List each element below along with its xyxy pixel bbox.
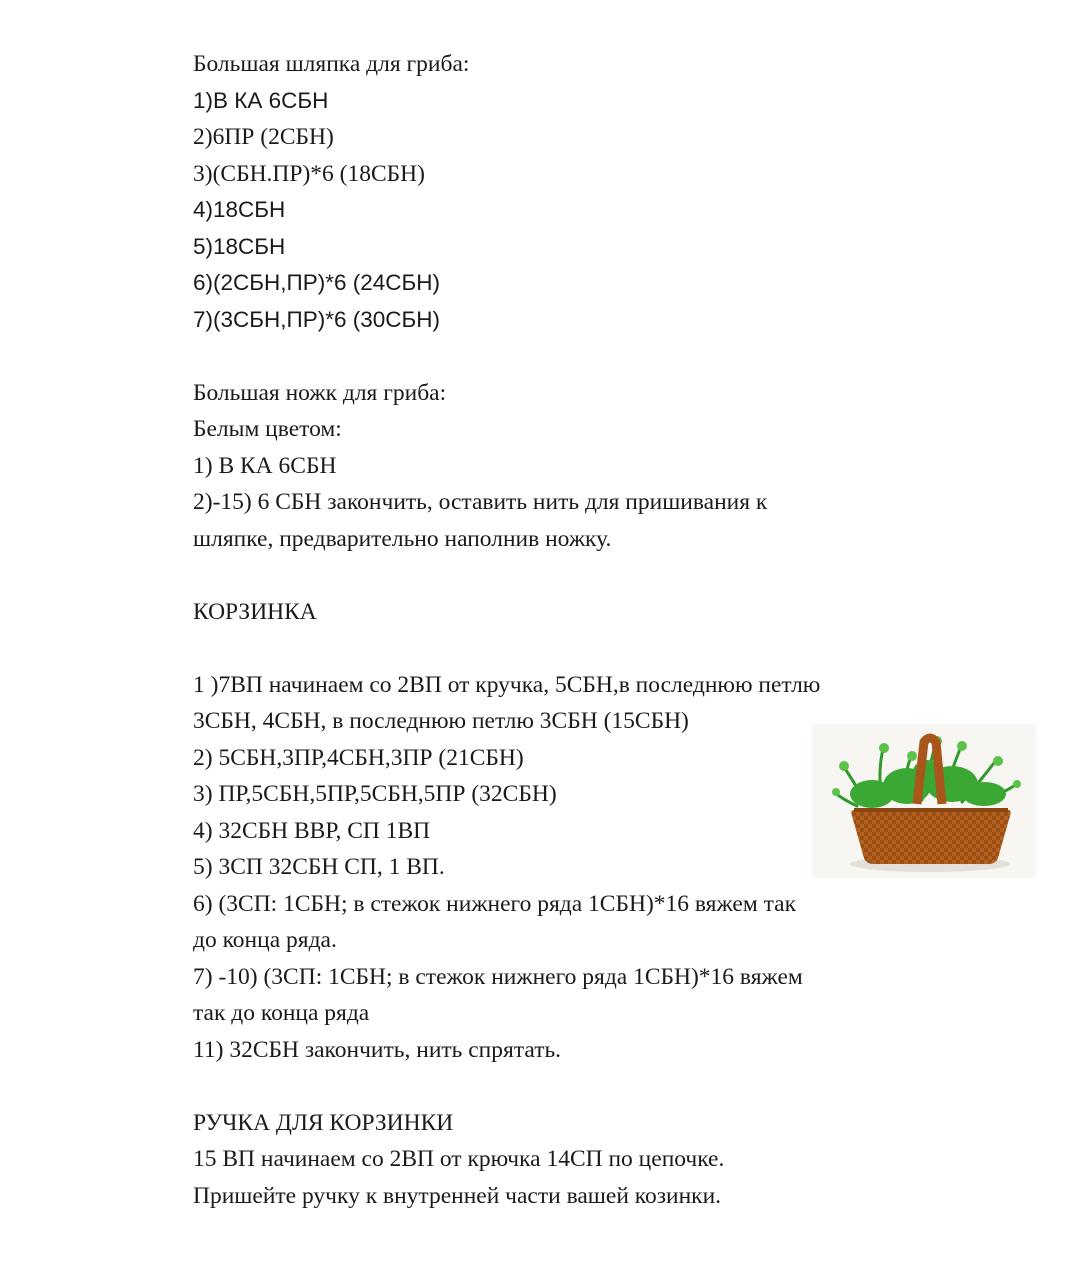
big-cap-row: 7)(3СБН,ПР)*6 (30СБН) [193, 306, 440, 332]
big-cap-row: 2)6ПР (2СБН) [193, 124, 334, 150]
basket-row: 2) 5СБН,3ПР,4СБН,3ПР (21СБН) [193, 744, 524, 771]
handle-title: РУЧКА ДЛЯ КОРЗИНКИ [193, 1109, 454, 1136]
spacer [193, 1068, 893, 1105]
handle-row: 15 ВП начинаем со 2ВП от крючка 14СП по цепочке. [193, 1146, 725, 1172]
basket-illustration [812, 724, 1036, 878]
big-stem-row: шляпке, предварительно наполнив ножку. [193, 525, 612, 552]
document-body [193, 46, 893, 1214]
basket-row: до конца ряда. [193, 927, 337, 953]
big-cap-row: 1)В КА 6СБН [193, 87, 329, 113]
basket-row: 1 )7ВП начинаем со 2ВП от кручка, 5СБН,в последнюю петлю [193, 671, 821, 698]
basket-row: 6) (3СП: 1СБН; в стежок нижнего ряда 1СБН)*16 вяжем так [193, 890, 797, 917]
basket-photo [812, 724, 1036, 878]
big-stem-row: 1) В КА 6СБН [193, 452, 337, 479]
big-cap-row: 6)(2СБН,ПР)*6 (24СБН) [193, 270, 440, 295]
big-cap-row: 3)(СБН.ПР)*6 (18СБН) [193, 160, 425, 187]
spacer [193, 338, 893, 375]
basket-row: так до конца ряда [193, 1000, 370, 1026]
basket-row: 3СБН, 4СБН, в последнюю петлю 3СБН (15СБН) [193, 708, 689, 734]
spacer [193, 630, 893, 667]
big-cap-row: 5)18СБН [193, 233, 286, 259]
spacer [193, 557, 893, 594]
basket-row: 4) 32СБН ВВР, СП 1ВП [193, 817, 431, 844]
big-cap-title: Большая шляпка для гриба: [193, 51, 470, 77]
basket-row: 11) 32СБН закончить, нить спрятать. [193, 1036, 562, 1063]
big-stem-title: Большая ножк для гриба: [193, 379, 447, 406]
basket-title: КОРЗИНКА [193, 598, 317, 625]
handle-row: Пришейте ручку к внутренней части вашей козинки. [193, 1182, 722, 1209]
big-cap-row: 4)18СБН [193, 197, 286, 222]
basket-row: 5) 3СП 32СБН СП, 1 ВП. [193, 854, 445, 880]
big-stem-subtitle: Белым цветом: [193, 416, 342, 442]
basket-row: 3) ПР,5СБН,5ПР,5СБН,5ПР (32СБН) [193, 781, 557, 807]
basket-row: 7) -10) (3СП: 1СБН; в стежок нижнего ряда 1СБН)*16 вяжем [193, 963, 803, 990]
big-stem-row: 2)-15) 6 СБН закончить, оставить нить для пришивания к [193, 489, 768, 515]
